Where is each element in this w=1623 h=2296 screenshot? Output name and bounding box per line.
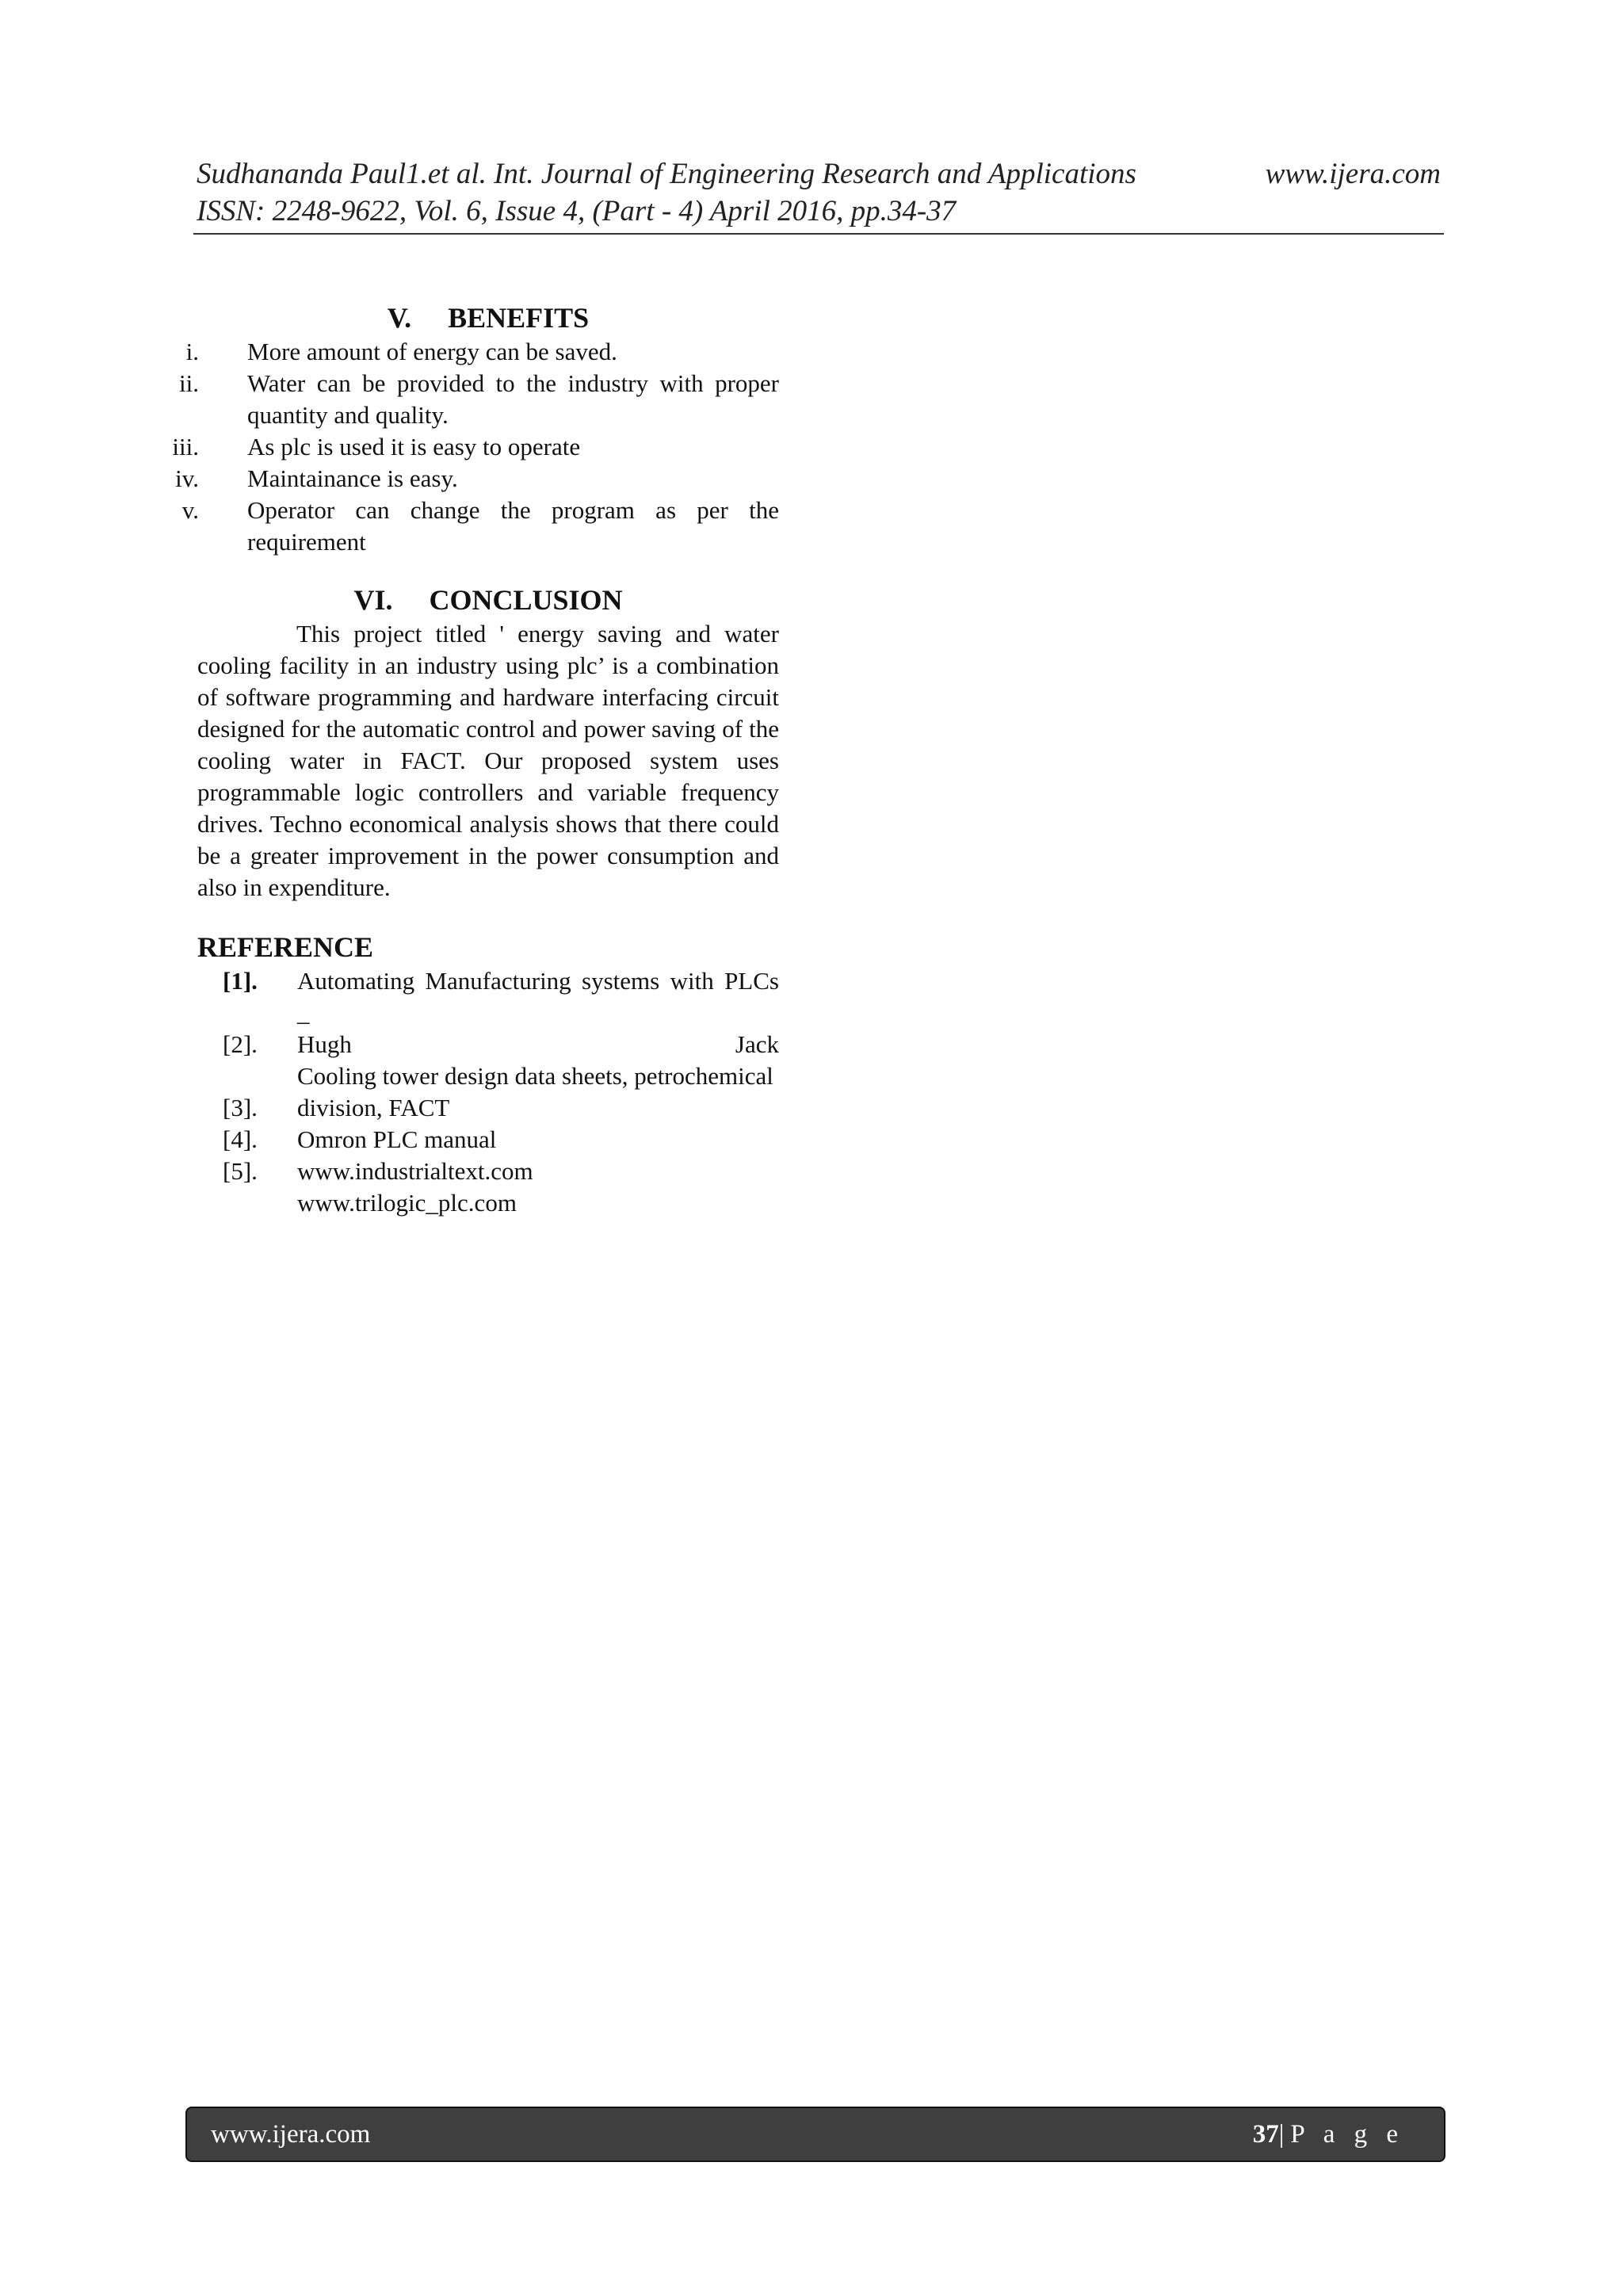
page-number: 37 <box>1252 2119 1279 2149</box>
left-column <box>172 300 779 1219</box>
section-title: BENEFITS <box>448 302 590 334</box>
reference-number: [3]. <box>223 1094 258 1121</box>
list-marker: iv. <box>175 464 199 492</box>
reference-item <box>197 965 779 1029</box>
reference-list <box>197 965 779 1219</box>
list-item-text: Maintainance is easy. <box>247 464 458 492</box>
reference-item <box>197 1187 779 1219</box>
footer-website[interactable]: www.ijera.com <box>211 2119 371 2149</box>
list-item <box>179 368 779 431</box>
reference-item <box>197 1092 779 1124</box>
reference-text: division, FACT <box>297 1094 450 1121</box>
reference-number: [5]. <box>223 1157 258 1185</box>
header-divider <box>193 233 1444 235</box>
list-item <box>181 495 779 558</box>
reference-text: Automating Manufacturing systems with PLCs _ <box>297 967 779 1026</box>
section-number: VI. <box>353 584 393 616</box>
list-item <box>172 431 779 463</box>
benefits-heading <box>197 300 779 336</box>
journal-citation: Sudhananda Paul1.et al. Int. Journal of Engineering Research and Applications <box>197 158 1136 190</box>
reference-heading: REFERENCE <box>197 931 374 963</box>
reference-text: Cooling tower design data sheets, petrochemical <box>297 1062 773 1090</box>
reference-number <box>197 1060 297 1092</box>
page-footer <box>185 2107 1445 2162</box>
section-title: CONCLUSION <box>429 584 623 616</box>
reference-link[interactable]: www.industrialtext.com <box>297 1157 533 1185</box>
reference-item <box>197 1060 779 1092</box>
issn-line: ISSN: 2248-9622, Vol. 6, Issue 4, (Part - 4) April 2016, pp.34-37 <box>197 195 957 227</box>
journal-website[interactable]: www.ijera.com <box>1265 158 1441 190</box>
reference-number: [2]. <box>223 1030 258 1058</box>
list-item <box>185 336 779 368</box>
list-marker: ii. <box>179 369 199 397</box>
page-number-block <box>1253 2120 1404 2149</box>
conclusion-paragraph: This project titled ' energy saving and water cooling facility in an industry using plc’ is a combination of software programming and hardware interfacing circuit designed for the automatic control and power saving of the cooling water in FACT. Our proposed system uses programmable logic controllers and variable frequency drives. Techno economical analysis shows that there could be a greater improvement in the power consumption and also in expenditure. <box>197 620 779 901</box>
reference-number: [4]. <box>223 1125 258 1153</box>
list-item-text: Operator can change the program as per the requirement <box>247 496 779 556</box>
section-number: V. <box>387 302 412 334</box>
reference-item <box>197 1124 779 1156</box>
list-marker: v. <box>181 496 199 524</box>
list-item-text: Water can be provided to the industry with proper quantity and quality. <box>247 369 779 429</box>
reference-number: [1]. <box>223 967 258 995</box>
reference-item <box>197 1029 779 1060</box>
running-header <box>197 155 1441 230</box>
reference-text: Hugh Jack <box>297 1030 779 1058</box>
list-item-text: More amount of energy can be saved. <box>247 338 617 365</box>
list-marker: i. <box>185 338 199 365</box>
page-label: |P a g e <box>1278 2119 1404 2149</box>
reference-item <box>197 1156 779 1187</box>
reference-number <box>197 1187 297 1219</box>
list-item <box>175 463 779 495</box>
list-item-text: As plc is used it is easy to operate <box>247 433 581 460</box>
conclusion-heading <box>197 582 779 618</box>
benefits-list <box>172 336 779 558</box>
reference-text: Omron PLC manual <box>297 1125 497 1153</box>
reference-link[interactable]: www.trilogic_plc.com <box>297 1189 517 1217</box>
list-marker: iii. <box>172 433 199 460</box>
